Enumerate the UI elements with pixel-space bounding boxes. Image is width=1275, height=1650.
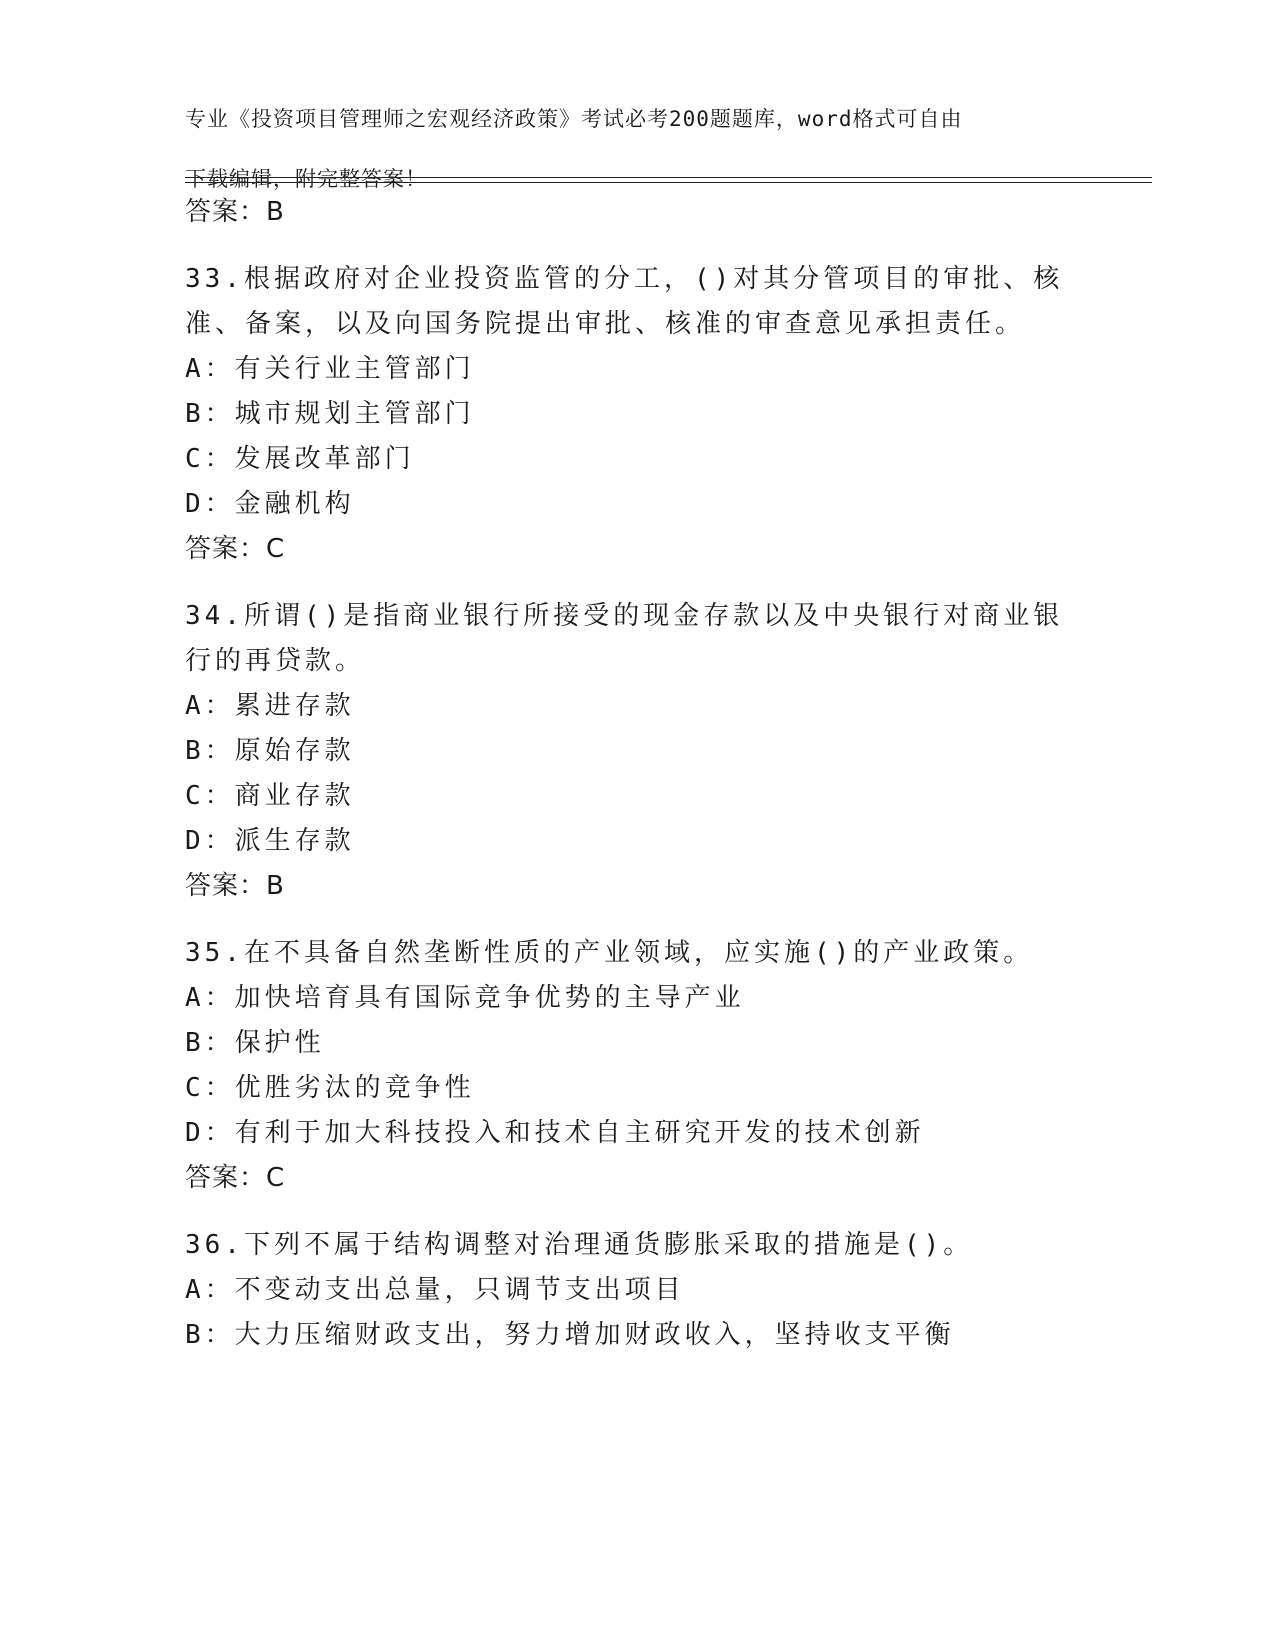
option-b: B：大力压缩财政支出，努力增加财政收入，坚持收支平衡 bbox=[185, 1320, 955, 1350]
header-rule-top bbox=[185, 177, 1152, 178]
option-a: A：有关行业主管部门 bbox=[185, 354, 475, 384]
option-c: C：商业存款 bbox=[185, 781, 355, 811]
option-b: B：原始存款 bbox=[185, 736, 355, 766]
option-a: A：不变动支出总量，只调节支出项目 bbox=[185, 1275, 685, 1305]
answer-line: 答案：C bbox=[185, 534, 286, 564]
option-b: B：城市规划主管部门 bbox=[185, 399, 475, 429]
answer-line: 答案：B bbox=[185, 197, 285, 227]
question-35 bbox=[185, 931, 1085, 1201]
question-33 bbox=[185, 257, 1085, 572]
header-rule-bottom bbox=[185, 182, 1152, 183]
question-34 bbox=[185, 594, 1085, 909]
question-stem: 35.在不具备自然垄断性质的产业领域，应实施()的产业政策。 bbox=[185, 938, 1034, 968]
header-line-1: 专业《投资项目管理师之宏观经济政策》考试必考200题题库，word格式可自由 bbox=[185, 107, 963, 131]
answer-line: 答案：C bbox=[185, 1163, 286, 1193]
question-stem: 36.下列不属于结构调整对治理通货膨胀采取的措施是()。 bbox=[185, 1230, 974, 1260]
option-a: A：累进存款 bbox=[185, 691, 355, 721]
option-a: A：加快培育具有国际竞争优势的主导产业 bbox=[185, 983, 745, 1013]
question-list bbox=[185, 190, 1085, 1358]
option-c: C：发展改革部门 bbox=[185, 444, 415, 474]
header-line-2: 下载编辑，附完整答案！ bbox=[185, 167, 427, 191]
question-stem: 34.所谓()是指商业银行所接受的现金存款以及中央银行对商业银行的再贷款。 bbox=[185, 601, 1064, 676]
answer-line: 答案：B bbox=[185, 871, 285, 901]
option-b: B：保护性 bbox=[185, 1028, 325, 1058]
option-d: D：有利于加大科技投入和技术自主研究开发的技术创新 bbox=[185, 1118, 925, 1148]
option-d: D：金融机构 bbox=[185, 489, 355, 519]
option-d: D：派生存款 bbox=[185, 826, 355, 856]
question-36 bbox=[185, 1223, 1085, 1358]
option-c: C：优胜劣汰的竞争性 bbox=[185, 1073, 475, 1103]
question-stem: 33.根据政府对企业投资监管的分工，()对其分管项目的审批、核准、备案，以及向国务院提出审批、核准的审查意见承担责任。 bbox=[185, 264, 1064, 339]
